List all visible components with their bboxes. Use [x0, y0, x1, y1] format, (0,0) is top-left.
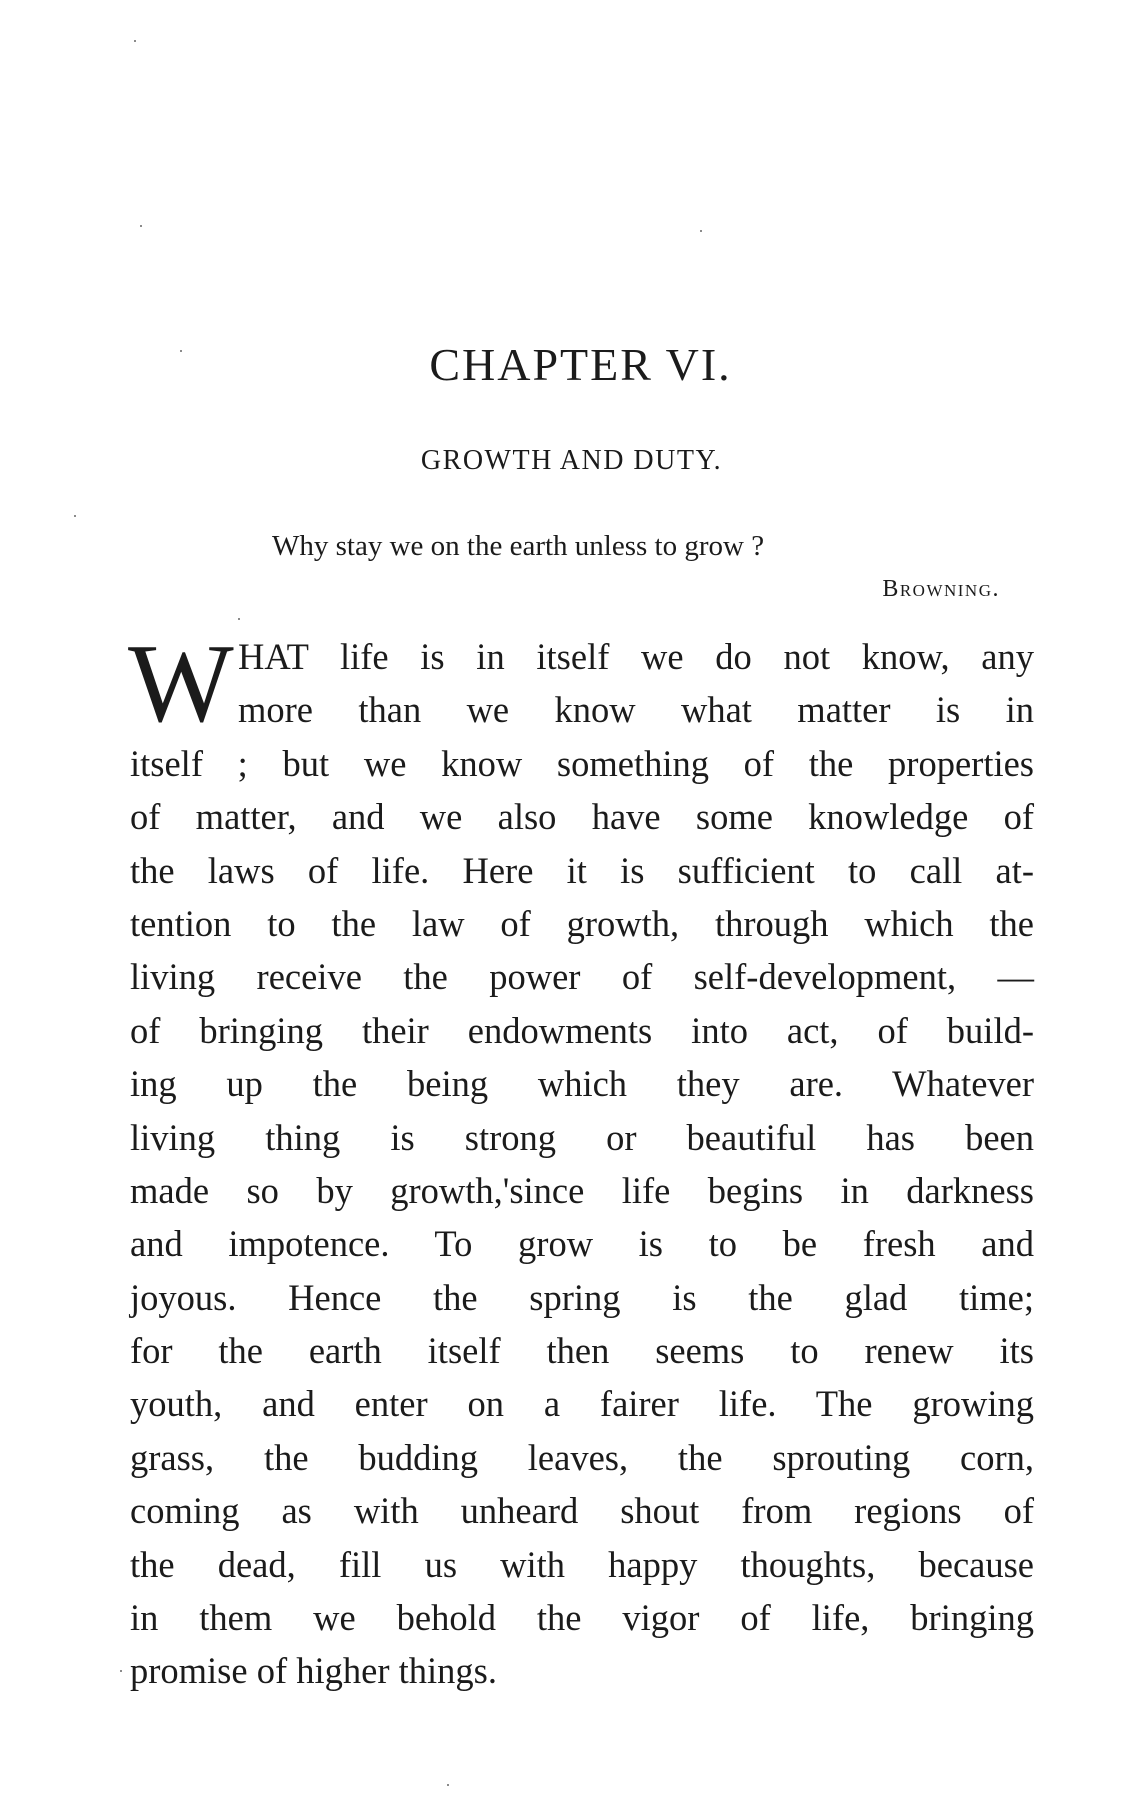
text-line: of bringing their endowments into act, of build-: [130, 1009, 1034, 1051]
text-line: youth, and enter on a fairer life. The growing: [130, 1383, 1034, 1425]
speck: [238, 618, 240, 620]
text-line: HAT life is in itself we do not know, any: [238, 636, 1034, 677]
text-line: tention to the law of growth, through which the: [130, 902, 1034, 944]
speck: [74, 515, 76, 517]
text-line: made so by growth,'since life begins in darkness: [130, 1169, 1034, 1211]
text-line: of matter, and we also have some knowledge of: [130, 796, 1034, 838]
chapter-subtitle: GROWTH AND DUTY.: [420, 445, 723, 476]
text-line: living receive the power of self-development, —: [130, 956, 1034, 998]
text-line: the laws of life. Here it is sufficient to call at-: [130, 849, 1034, 891]
speck: [120, 1670, 122, 1672]
text-line: itself ; but we know something of the properties: [130, 742, 1034, 784]
speck: [140, 225, 142, 227]
text-line: and impotence. To grow is to be fresh and: [130, 1223, 1034, 1265]
text-line: more than we know what matter is in: [238, 689, 1034, 731]
text-line: the dead, fill us with happy thoughts, because: [130, 1543, 1034, 1585]
text-line: promise of higher things.: [130, 1650, 497, 1692]
chapter-title: CHAPTER VI.: [429, 339, 732, 390]
body-paragraph: [128, 622, 1034, 1698]
text-line: ing up the being which they are. Whatever: [130, 1063, 1034, 1105]
speck: [134, 40, 136, 42]
epigraph-author: Browning.: [882, 576, 1000, 602]
drop-cap: W: [128, 622, 234, 746]
text-line: joyous. Hence the spring is the glad time;: [130, 1276, 1034, 1318]
speck: [700, 230, 702, 232]
text-line: for the earth itself then seems to renew its: [130, 1330, 1034, 1372]
text-line: coming as with unheard shout from regions of: [130, 1490, 1034, 1532]
epigraph-quote: Why stay we on the earth unless to grow ?: [272, 530, 765, 562]
text-line: in them we behold the vigor of life, bringing: [130, 1597, 1034, 1639]
speck: [447, 1784, 449, 1786]
speck: [180, 350, 182, 352]
text-line: living thing is strong or beautiful has been: [130, 1116, 1034, 1158]
text-line: grass, the budding leaves, the sprouting corn,: [130, 1436, 1034, 1478]
